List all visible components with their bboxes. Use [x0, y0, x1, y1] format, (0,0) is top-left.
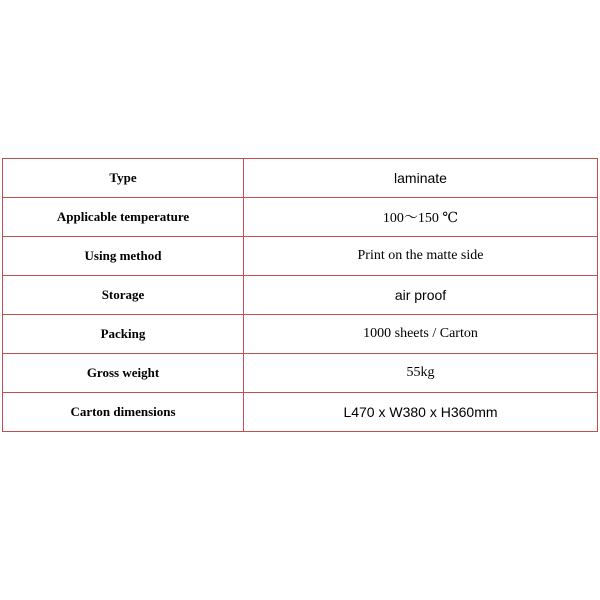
spec-table	[2, 158, 598, 432]
row-value-carton-dimensions: L470 x W380 x H360mm	[244, 393, 598, 432]
row-label-carton-dimensions: Carton dimensions	[3, 393, 244, 432]
table-row	[3, 393, 598, 432]
row-value-packing: 1000 sheets / Carton	[244, 315, 598, 354]
row-label-gross-weight: Gross weight	[3, 354, 244, 393]
row-value-gross-weight: 55kg	[244, 354, 598, 393]
table-row	[3, 159, 598, 198]
table-row	[3, 315, 598, 354]
row-value-using-method: Print on the matte side	[244, 237, 598, 276]
row-label-using-method: Using method	[3, 237, 244, 276]
row-value-type: laminate	[244, 159, 598, 198]
row-value-applicable-temperature: 100～150 ℃	[244, 198, 598, 237]
table-row	[3, 237, 598, 276]
row-label-applicable-temperature: Applicable temperature	[3, 198, 244, 237]
row-label-type: Type	[3, 159, 244, 198]
row-label-packing: Packing	[3, 315, 244, 354]
row-label-storage: Storage	[3, 276, 244, 315]
table-row	[3, 276, 598, 315]
row-value-storage: air proof	[244, 276, 598, 315]
table-row	[3, 354, 598, 393]
table-row	[3, 198, 598, 237]
